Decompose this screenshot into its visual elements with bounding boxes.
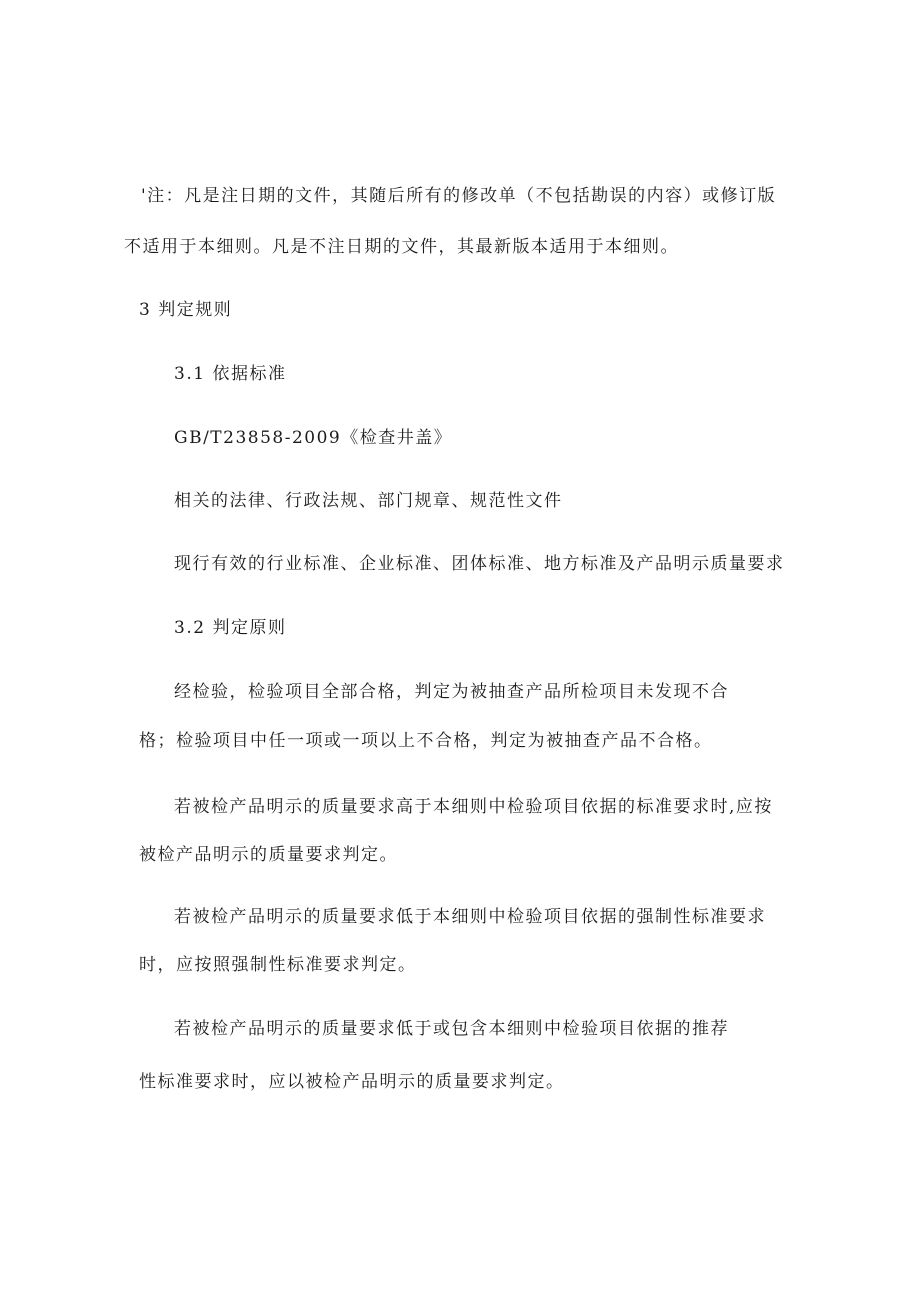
principle-1-line-1: 经检验，检验项目全部合格，判定为被抽查产品所检项目未发现不合 <box>174 682 729 702</box>
standard-item-2: 相关的法律、行政法规、部门规章、规范性文件 <box>174 491 563 511</box>
principle-4-line-2: 性标准要求时，应以被检产品明示的质量要求判定。 <box>139 1072 565 1092</box>
principle-3-line-2: 时，应按照强制性标准要求判定。 <box>139 955 417 975</box>
section-3-heading: 3 判定规则 <box>139 300 233 320</box>
note-line-2: 不适用于本细则。凡是不注日期的文件，其最新版本适用于本细则。 <box>124 237 679 257</box>
section-3-2-heading: 3.2 判定原则 <box>174 618 287 638</box>
principle-2-line-2: 被检产品明示的质量要求判定。 <box>139 845 398 865</box>
note-line-1: '注：凡是注日期的文件，其随后所有的修改单（不包括勘误的内容）或修订版 <box>141 186 777 206</box>
principle-4-line-1: 若被检产品明示的质量要求低于或包含本细则中检验项目依据的推荐 <box>174 1019 729 1039</box>
principle-3-line-1: 若被检产品明示的质量要求低于本细则中检验项目依据的强制性标准要求 <box>174 907 766 927</box>
principle-1-line-2: 格；检验项目中任一项或一项以上不合格，判定为被抽查产品不合格。 <box>139 731 713 751</box>
section-3-1-heading: 3.1 依据标准 <box>174 364 287 384</box>
principle-2-line-1: 若被检产品明示的质量要求高于本细则中检验项目依据的标准要求时,应按 <box>174 797 773 817</box>
standard-item-1: GB/T23858-2009《检查井盖》 <box>174 428 453 448</box>
standard-item-3: 现行有效的行业标准、企业标准、团体标准、地方标准及产品明示质量要求 <box>174 554 785 574</box>
